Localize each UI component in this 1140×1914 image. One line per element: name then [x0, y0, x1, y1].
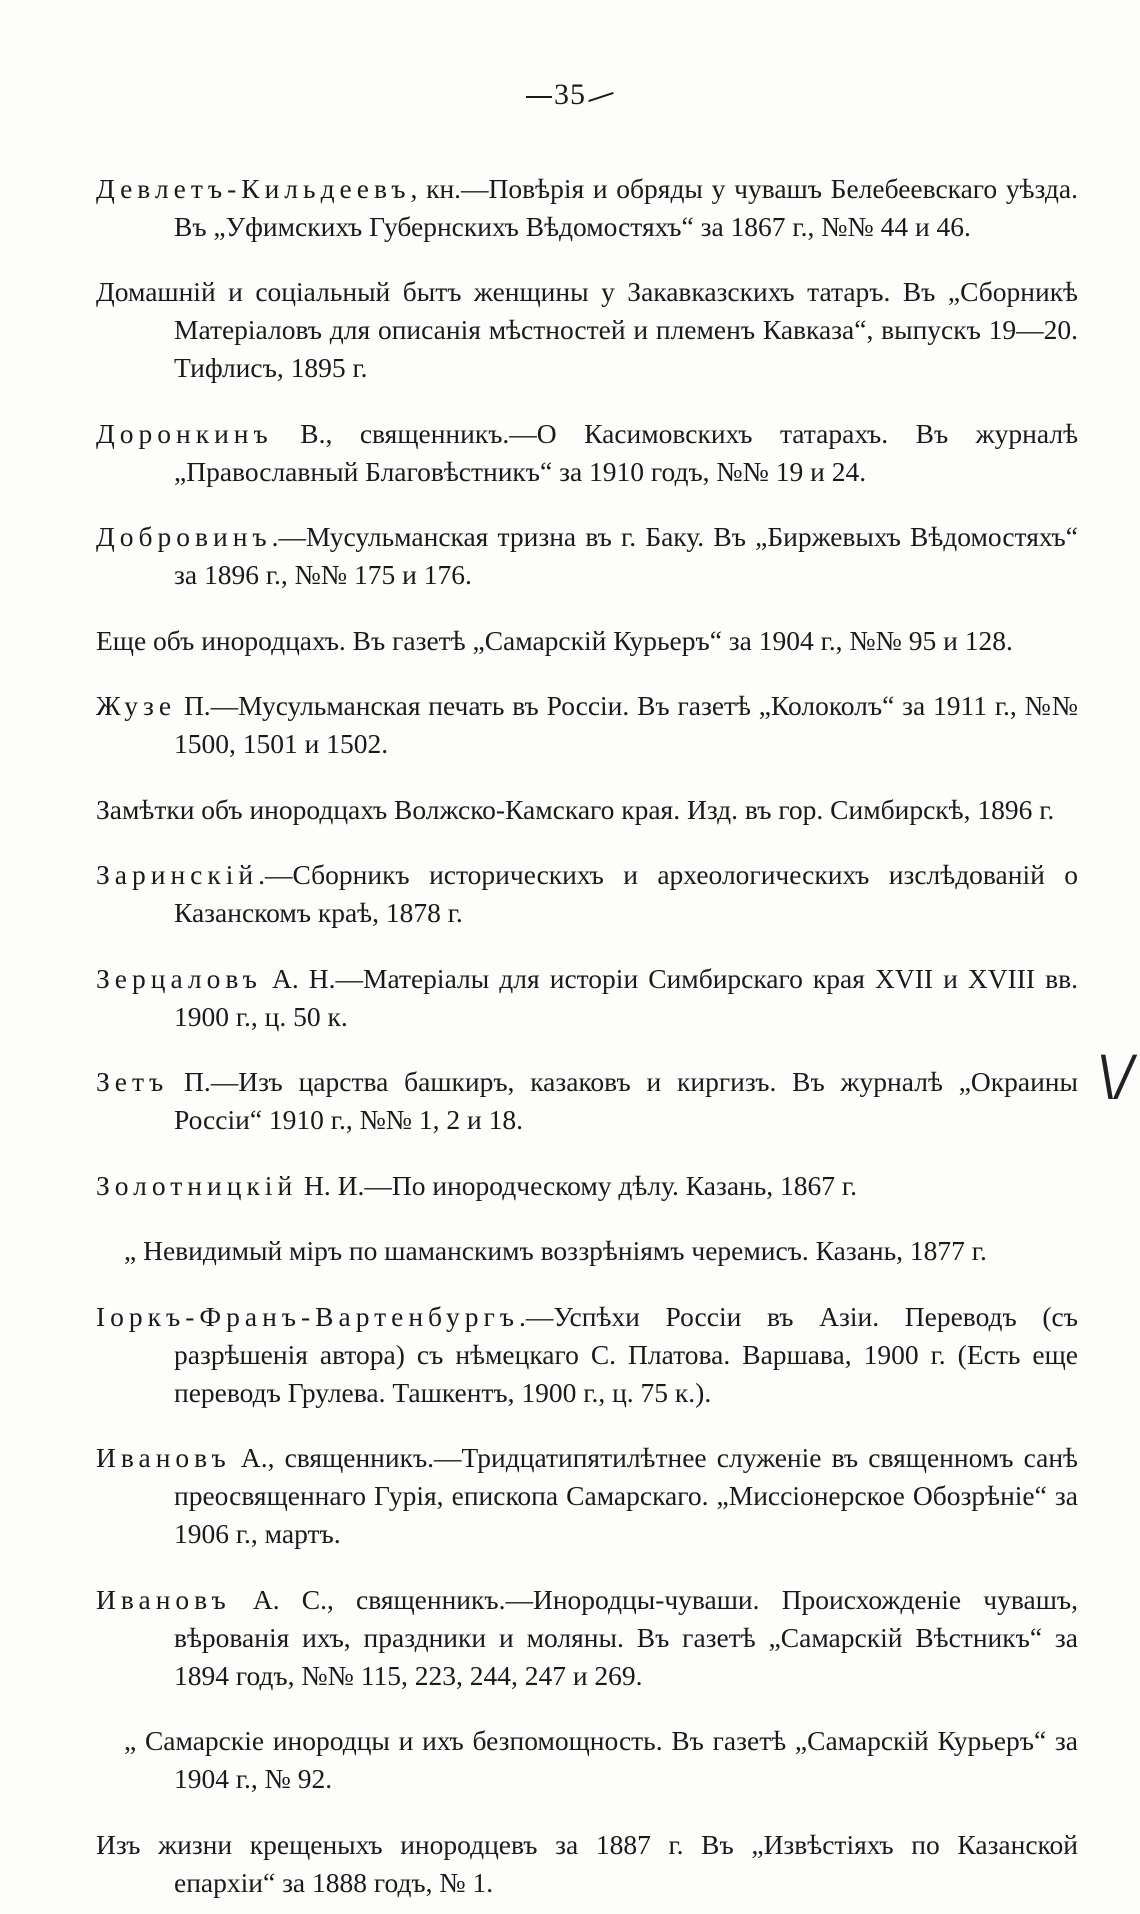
- entry-text: Домашній и соціальный бытъ женщины у Закавказскихъ татаръ. Въ „Сборникѣ Матеріаловъ для описанія мѣстностей и племенъ Кавказа“, выпускъ 19—20. Тифлисъ, 1895 г.: [96, 276, 1078, 383]
- bibliography-entry: [96, 170, 1078, 246]
- entry-text: Изъ жизни крещеныхъ инородцевъ за 1887 г. Въ „Извѣстіяхъ по Казанской епархіи“ за 1888 годъ, № 1.: [96, 1828, 1078, 1898]
- entry-text: .—Сборникъ историческихъ и археологическихъ изслѣдованій о Казанскомъ краѣ, 1878 г.: [174, 859, 1078, 928]
- entry-author: Ивановъ: [96, 1583, 231, 1615]
- bibliography-entry: [96, 791, 1078, 829]
- entry-text: Самарскіе инородцы и ихъ безпомощность. Въ газетѣ „Самарскій Курьеръ“ за 1904 г., № 92.: [136, 1725, 1078, 1794]
- entry-author: Зерцаловъ: [96, 962, 262, 994]
- bibliography-entry: [96, 687, 1078, 763]
- bibliography-entry: [96, 622, 1078, 660]
- bibliography-entry: [96, 856, 1078, 932]
- entry-text: Невидимый міръ по шаманскимъ воззрѣніямъ черемисъ. Казань, 1877 г.: [136, 1235, 987, 1266]
- entry-author: Добровинъ: [96, 521, 272, 552]
- bibliography-entry-ditto: [96, 1232, 1078, 1270]
- entry-text: , кн.—Повѣрія и обряды у чувашъ Белебеевскаго уѣзда. Въ „Уфимскихъ Губернскихъ Вѣдомостяхъ“ за 1867 г., №№ 44 и 46.: [174, 172, 1078, 242]
- bibliography-entry: [96, 1439, 1078, 1553]
- entry-text: Замѣтки объ инородцахъ Волжско-Камскаго края. Изд. въ гор. Симбирскѣ, 1896 г.: [96, 793, 1055, 825]
- entry-author: Іоркъ-Франъ-Вартенбургъ: [96, 1300, 519, 1332]
- bibliography-entry: [96, 1167, 1078, 1205]
- page-number: [0, 78, 1140, 112]
- entry-text: .—Мусульманская тризна въ г. Баку. Въ „Биржевыхъ Вѣдомостяхъ“ за 1896 г., №№ 175 и 176.: [174, 521, 1078, 590]
- bibliography-entry: [96, 1063, 1078, 1139]
- bibliography-list: [96, 142, 1078, 1914]
- bibliography-entry: [96, 1826, 1078, 1902]
- bibliography-entry: [96, 273, 1078, 387]
- entry-author: Ивановъ: [96, 1442, 231, 1473]
- ditto-mark: „: [124, 1235, 137, 1266]
- page-number-flourish-left: [526, 96, 552, 98]
- page-number-text: 35: [554, 78, 586, 111]
- entry-author: Зетъ: [96, 1066, 169, 1097]
- entry-text: В., священникъ.—О Касимовскихъ татарахъ. Въ журналѣ „Православный Благовѣстникъ“ за 1910 годъ, №№ 19 и 24.: [174, 417, 1078, 487]
- entry-author: Заринскій: [96, 859, 259, 890]
- bibliography-entry: [96, 518, 1078, 594]
- entry-text: А., священникъ.—Тридцатипятилѣтнее служеніе въ священномъ санѣ преосвященнаго Гурія, епископа Самарскаго. „Миссіонерское Обозрѣніе“ за 1906 г., мартъ.: [174, 1442, 1078, 1549]
- entry-text: Еще объ инородцахъ. Въ газетѣ „Самарскій Курьеръ“ за 1904 г., №№ 95 и 128.: [96, 624, 1013, 656]
- entry-text: П.—Мусульманская печать въ Россіи. Въ газетѣ „Колоколъ“ за 1911 г., №№ 1500, 1501 и 1502.: [174, 690, 1078, 759]
- entry-text: А. Н.—Матеріалы для исторіи Симбирскаго края XVII и XVIII вв. 1900 г., ц. 50 к.: [174, 962, 1078, 1032]
- entry-text: П.—Изъ царства башкиръ, казаковъ и киргизъ. Въ журналѣ „Окраины Россіи“ 1910 г., №№ 1, 2 и 18.: [168, 1066, 1078, 1135]
- bibliography-entry: [96, 415, 1078, 491]
- bibliography-entry-ditto: [96, 1722, 1078, 1798]
- page-number-flourish-right: [588, 92, 613, 102]
- entry-text: Н. И.—По инородческому дѣлу. Казань, 1867 г.: [297, 1169, 857, 1201]
- handwritten-margin-mark: \/: [1093, 1044, 1139, 1107]
- entry-text: А. С., священникъ.—Инородцы-чуваши. Происхожденіе чувашъ, вѣрованія ихъ, праздники и моляны. Въ газетѣ „Самарскій Вѣстникъ“ за 1894 годъ, №№ 115, 223, 244, 247 и 269.: [174, 1583, 1078, 1691]
- entry-author: Золотницкій: [96, 1169, 298, 1201]
- ditto-mark: „: [124, 1725, 137, 1756]
- bibliography-entry: [96, 960, 1078, 1036]
- entry-author: Девлетъ-Кильдеевъ: [96, 172, 411, 204]
- bibliography-entry: [96, 1298, 1078, 1412]
- bibliography-entry: [96, 1581, 1078, 1695]
- entry-text: .—Успѣхи Россіи въ Азіи. Переводъ (съ разрѣшенія автора) съ нѣмецкаго С. Платова. Варшава, 1900 г. (Есть еще переводъ Грулева. Ташкентъ, 1900 г., ц. 75 к.).: [174, 1300, 1078, 1408]
- entry-author: Доронкинъ: [96, 417, 273, 449]
- entry-author: Жузе: [96, 690, 177, 721]
